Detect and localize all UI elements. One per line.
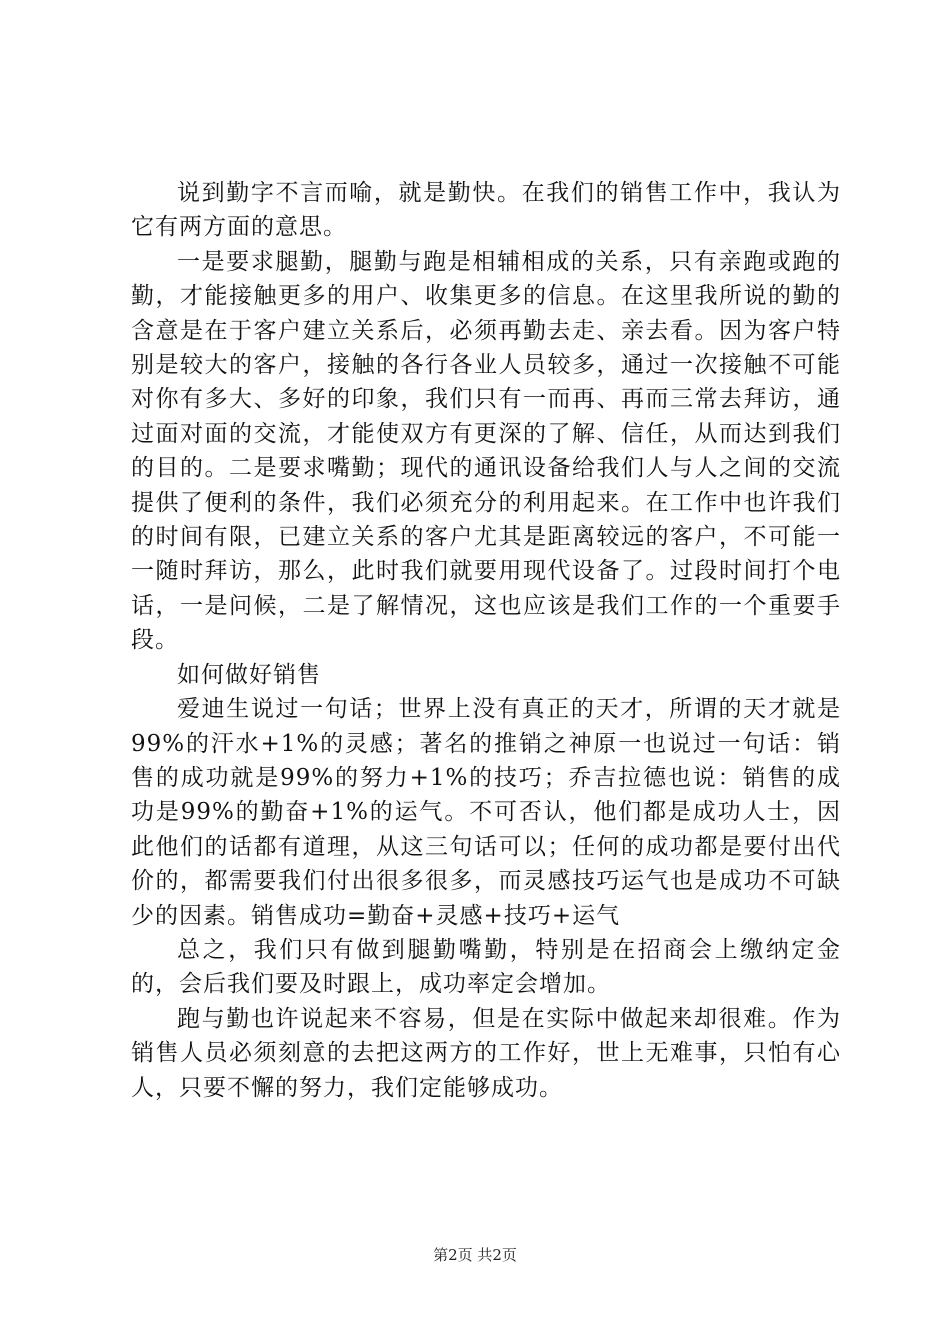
paragraph-edison-quote: 爱迪生说过一句话；世界上没有真正的天才，所谓的天才就是99%的汗水+1%的灵感；著名的推销之神原一也说过一句话：销售的成功就是99%的努力+1%的技巧；乔吉拉德也说：销售的成功是99%的勤奋+1%的运气。不可否认，他们都是成功人士，因此他们的话都有道理，从这三句话可以；任何的成功都是要付出代价的，都需要我们付出很多很多，而灵感技巧运气也是成功不可缺少的因素。销售成功=勤奋+灵感+技巧+运气 bbox=[131, 696, 841, 929]
document-body bbox=[131, 176, 841, 1105]
paragraph-summary: 总之，我们只有做到腿勤嘴勤，特别是在招商会上缴纳定金的，会后我们要及时跟上，成功率定会增加。 bbox=[131, 936, 841, 998]
paragraph-conclusion: 跑与勤也许说起来不容易，但是在实际中做起来却很难。作为销售人员必须刻意的去把这两方的工作好，世上无难事，只怕有心人，只要不懈的努力，我们定能够成功。 bbox=[131, 1005, 841, 1101]
paragraph-intro: 说到勤字不言而喻，就是勤快。在我们的销售工作中，我认为它有两方面的意思。 bbox=[131, 180, 841, 241]
paragraph-legs-and-mouth: 一是要求腿勤，腿勤与跑是相辅相成的关系，只有亲跑或跑的勤，才能接触更多的用户、收集更多的信息。在这里我所说的勤的含意是在于客户建立关系后，必须再勤去走、亲去看。因为客户特别是较大的客户，接触的各行各业人员较多，通过一次接触不可能对你有多大、多好的印象，我们只有一而再、再而三常去拜访，通过面对面的交流，才能使双方有更深的了解、信任，从而达到我们的目的。二是要求嘴勤；现代的通讯设备给我们人与人之间的交流提供了便利的条件，我们必须充分的利用起来。在工作中也许我们的时间有限，已建立关系的客户尤其是距离较远的客户，不可能一一随时拜访，那么，此时我们就要用现代设备了。过段时间打个电话，一是问候，二是了解情况，这也应该是我们工作的一个重要手段。 bbox=[131, 248, 841, 654]
page-number-footer: 第2页 共2页 bbox=[433, 1246, 517, 1264]
section-heading: 如何做好销售 bbox=[177, 661, 321, 688]
